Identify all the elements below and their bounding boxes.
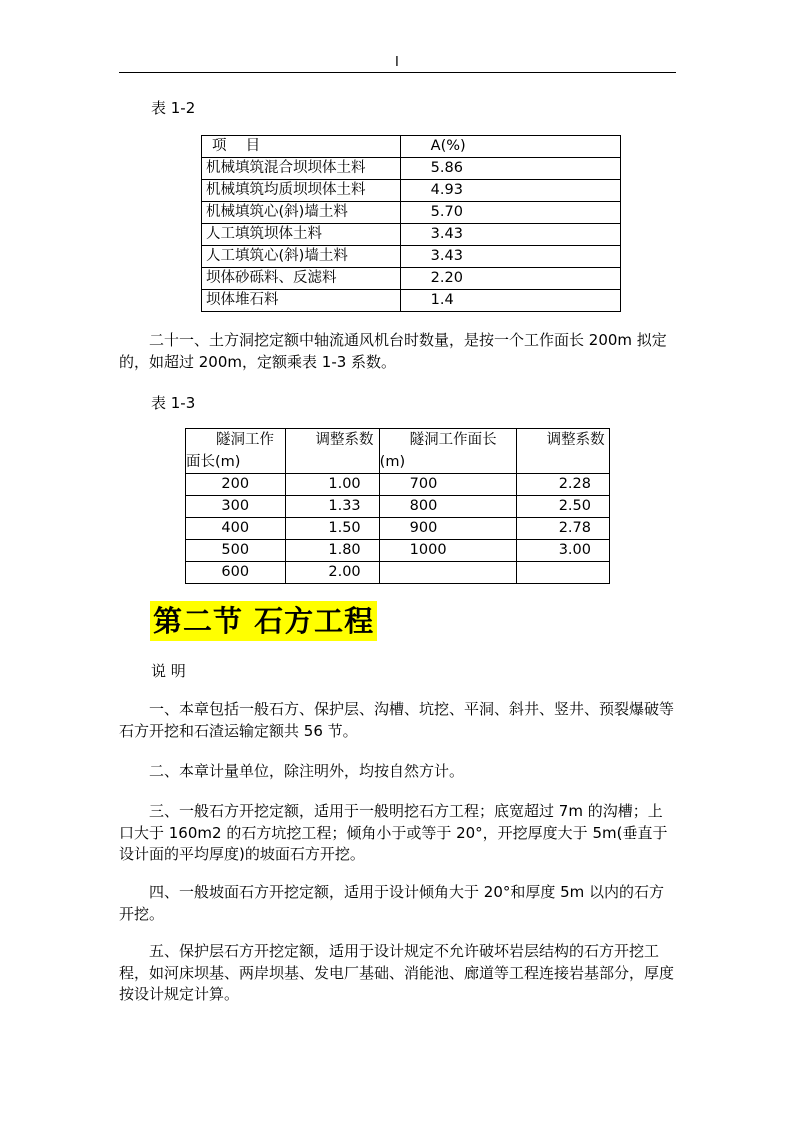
table-cell: 2.78 (516, 518, 609, 540)
table-cell: 1.4 (400, 290, 620, 312)
table-cell: 机械填筑心(斜)墙土料 (202, 202, 401, 224)
table-row (202, 202, 621, 224)
table-cell: 400 (186, 518, 286, 540)
table-cell: 2.28 (516, 474, 609, 496)
table-cell: 1.33 (285, 496, 379, 518)
table-cell: 人工填筑心(斜)墙土料 (202, 246, 401, 268)
table-cell: 3.00 (516, 540, 609, 562)
table-cell: 1000 (379, 540, 516, 562)
table-cell: 900 (379, 518, 516, 540)
table-row (202, 180, 621, 202)
table-cell: 5.86 (400, 158, 620, 180)
table-cell (516, 562, 609, 584)
table-cell: 300 (186, 496, 286, 518)
section-title: 第二节 石方工程 (150, 601, 377, 641)
table-cell: 700 (379, 474, 516, 496)
table-header-cell: 调整系数 (516, 429, 609, 474)
paragraph-21: 二十一、土方洞挖定额中轴流通风机台时数量，是按一个工作面长 200m 拟定的，如超过 200m，定额乘表 1-3 系数。 (119, 331, 667, 371)
table-header-cell: 调整系数 (285, 429, 379, 474)
table-cell: 4.93 (400, 180, 620, 202)
table-cell: 坝体堆石料 (202, 290, 401, 312)
paragraph-4: 四、一般坡面石方开挖定额，适用于设计倾角大于 20°和厚度 5m 以内的石方开挖。 (119, 883, 665, 923)
table-row (186, 429, 610, 474)
table-row (202, 224, 621, 246)
table-row (202, 136, 621, 158)
table-cell: 人工填筑坝体土料 (202, 224, 401, 246)
table-1-3 (185, 428, 610, 584)
table-row (202, 290, 621, 312)
table-row (186, 496, 610, 518)
table-cell: 1.00 (285, 474, 379, 496)
table-cell: 机械填筑混合坝坝体土料 (202, 158, 401, 180)
table-row (186, 562, 610, 584)
table-row (202, 268, 621, 290)
table-header-cell: 项 目 (202, 136, 401, 158)
table-row (202, 246, 621, 268)
paragraph-5: 五、保护层石方开挖定额，适用于设计规定不允许破坏岩层结构的石方开挖工程，如河床坝基、两岸坝基、发电厂基础、消能池、廊道等工程连接岩基部分，厚度按设计规定计算。 (119, 942, 675, 1004)
table-cell: 2.00 (285, 562, 379, 584)
page-header-mark: I (395, 55, 399, 70)
table-cell: 坝体砂砾料、反滤料 (202, 268, 401, 290)
paragraph-1: 一、本章包括一般石方、保护层、沟槽、坑挖、平洞、斜井、竖井、预裂爆破等石方开挖和石渣运输定额共 56 节。 (119, 700, 675, 740)
header-rule (119, 72, 676, 73)
table-cell: 200 (186, 474, 286, 496)
table-cell: 3.43 (400, 224, 620, 246)
table-cell: 500 (186, 540, 286, 562)
table-cell: 5.70 (400, 202, 620, 224)
table-cell: 1.80 (285, 540, 379, 562)
table-cell: 2.20 (400, 268, 620, 290)
table-header-cell: 隧洞工作面长(m) (186, 429, 286, 474)
table-1-3-caption: 表 1-3 (151, 394, 196, 412)
table-cell: 机械填筑均质坝坝体土料 (202, 180, 401, 202)
paragraph-2: 二、本章计量单位，除注明外，均按自然方计。 (149, 762, 465, 780)
table-1-2-caption: 表 1-2 (151, 99, 196, 117)
table-cell: 2.50 (516, 496, 609, 518)
table-cell: 800 (379, 496, 516, 518)
table-row (186, 540, 610, 562)
table-cell: 3.43 (400, 246, 620, 268)
section-subtitle: 说 明 (151, 662, 186, 680)
table-cell (379, 562, 516, 584)
table-row (186, 518, 610, 540)
table-1-2 (201, 135, 621, 312)
table-row (202, 158, 621, 180)
table-cell: 1.50 (285, 518, 379, 540)
table-row (186, 474, 610, 496)
paragraph-3: 三、一般石方开挖定额，适用于一般明挖石方工程；底宽超过 7m 的沟槽；上口大于 160m2 的石方坑挖工程；倾角小于或等于 20°，开挖厚度大于 5m(垂直于设计面的平均厚度)的坡面石方开挖。 (119, 802, 668, 864)
table-header-cell: 隧洞工作面长(m) (379, 429, 516, 474)
table-cell: 600 (186, 562, 286, 584)
table-header-cell: A(%) (400, 136, 620, 158)
